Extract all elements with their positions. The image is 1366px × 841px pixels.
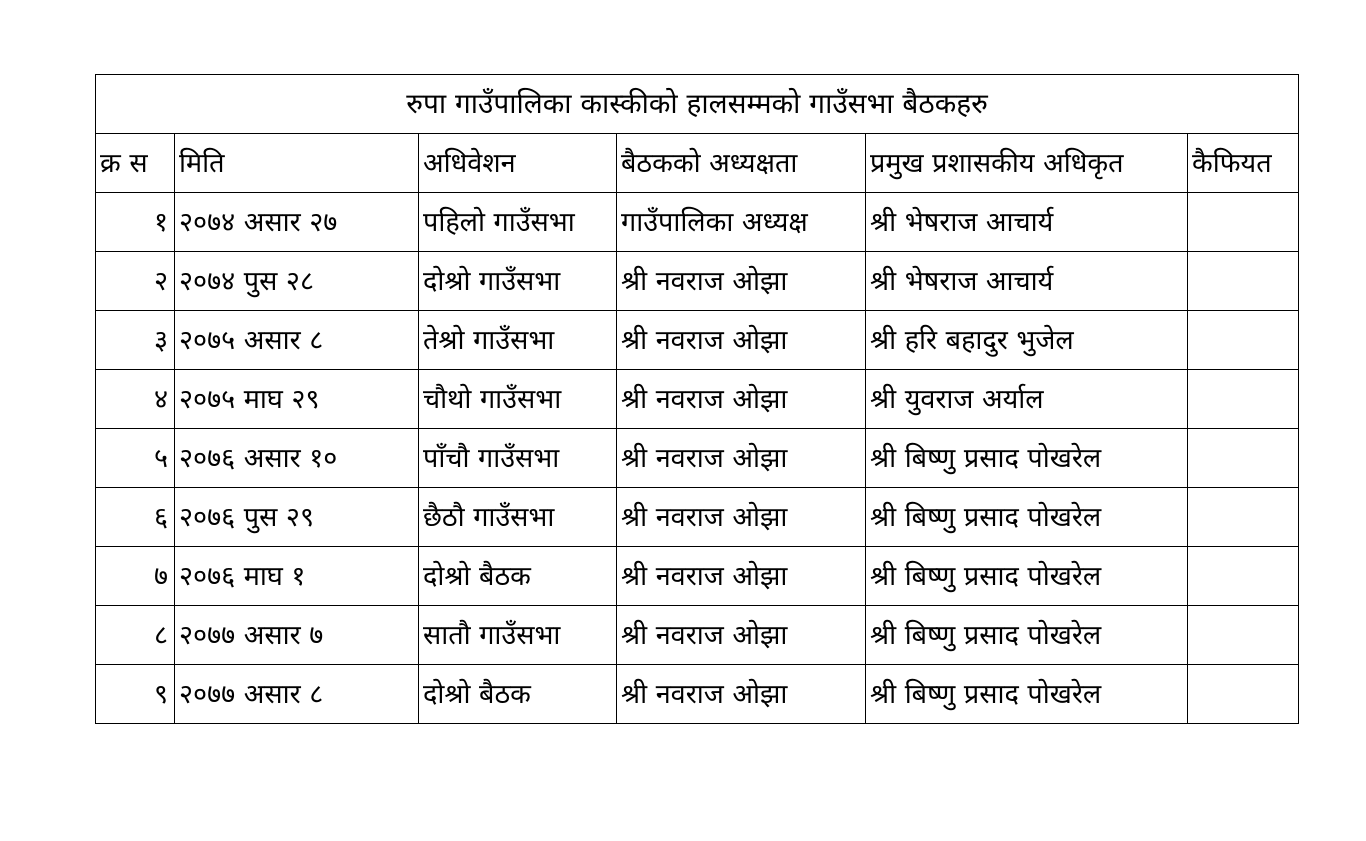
table-row <box>96 429 1299 488</box>
table-row <box>96 193 1299 252</box>
header-session: अधिवेशन <box>419 134 617 193</box>
header-chairperson: बैठकको अध्यक्षता <box>617 134 866 193</box>
cell-remarks <box>1188 488 1299 547</box>
cell-session: तेश्रो गाउँसभा <box>419 311 617 370</box>
cell-serial-number: ७ <box>96 547 175 606</box>
cell-chairperson: श्री नवराज ओझा <box>617 547 866 606</box>
cell-chairperson: श्री नवराज ओझा <box>617 252 866 311</box>
table-row <box>96 311 1299 370</box>
cell-serial-number: ८ <box>96 606 175 665</box>
table-row <box>96 606 1299 665</box>
cell-chairperson: श्री नवराज ओझा <box>617 488 866 547</box>
cell-remarks <box>1188 311 1299 370</box>
cell-remarks <box>1188 252 1299 311</box>
cell-remarks <box>1188 370 1299 429</box>
cell-date: २०७४ पुस २८ <box>175 252 419 311</box>
cell-date: २०७४ असार २७ <box>175 193 419 252</box>
cell-serial-number: ४ <box>96 370 175 429</box>
table-body <box>96 75 1299 724</box>
cell-chairperson: श्री नवराज ओझा <box>617 370 866 429</box>
cell-chairperson: श्री नवराज ओझा <box>617 311 866 370</box>
cell-serial-number: ६ <box>96 488 175 547</box>
title-row <box>96 75 1299 134</box>
cell-chief-administrative-officer: श्री बिष्णु प्रसाद पोखरेल <box>866 665 1188 724</box>
header-date: मिति <box>175 134 419 193</box>
table-title: रुपा गाउँपालिका कास्कीको हालसम्मको गाउँसभा बैठकहरु <box>96 75 1299 134</box>
cell-serial-number: ३ <box>96 311 175 370</box>
header-remarks: कैफियत <box>1188 134 1299 193</box>
cell-chief-administrative-officer: श्री बिष्णु प्रसाद पोखरेल <box>866 547 1188 606</box>
cell-date: २०७७ असार ८ <box>175 665 419 724</box>
table-row <box>96 252 1299 311</box>
cell-remarks <box>1188 665 1299 724</box>
cell-date: २०७६ पुस २९ <box>175 488 419 547</box>
cell-chief-administrative-officer: श्री बिष्णु प्रसाद पोखरेल <box>866 488 1188 547</box>
cell-session: दोश्रो बैठक <box>419 665 617 724</box>
cell-session: दोश्रो गाउँसभा <box>419 252 617 311</box>
cell-serial-number: ९ <box>96 665 175 724</box>
cell-remarks <box>1188 429 1299 488</box>
cell-session: पहिलो गाउँसभा <box>419 193 617 252</box>
cell-remarks <box>1188 606 1299 665</box>
cell-chief-administrative-officer: श्री बिष्णु प्रसाद पोखरेल <box>866 429 1188 488</box>
cell-serial-number: १ <box>96 193 175 252</box>
meetings-table <box>95 74 1299 724</box>
cell-serial-number: ५ <box>96 429 175 488</box>
cell-date: २०७६ माघ १ <box>175 547 419 606</box>
cell-chief-administrative-officer: श्री हरि बहादुर भुजेल <box>866 311 1188 370</box>
cell-date: २०७६ असार १० <box>175 429 419 488</box>
cell-chairperson: श्री नवराज ओझा <box>617 665 866 724</box>
cell-date: २०७५ माघ २९ <box>175 370 419 429</box>
cell-session: चौथो गाउँसभा <box>419 370 617 429</box>
cell-remarks <box>1188 547 1299 606</box>
cell-session: छैठौ गाउँसभा <box>419 488 617 547</box>
table-row <box>96 547 1299 606</box>
cell-chief-administrative-officer: श्री युवराज अर्याल <box>866 370 1188 429</box>
cell-chief-administrative-officer: श्री भेषराज आचार्य <box>866 252 1188 311</box>
table-row <box>96 488 1299 547</box>
cell-chief-administrative-officer: श्री बिष्णु प्रसाद पोखरेल <box>866 606 1188 665</box>
cell-serial-number: २ <box>96 252 175 311</box>
cell-chief-administrative-officer: श्री भेषराज आचार्य <box>866 193 1188 252</box>
header-serial-number: क्र स <box>96 134 175 193</box>
cell-session: सातौ गाउँसभा <box>419 606 617 665</box>
table-row <box>96 370 1299 429</box>
header-row <box>96 134 1299 193</box>
table-row <box>96 665 1299 724</box>
cell-session: पाँचौ गाउँसभा <box>419 429 617 488</box>
header-chief-administrative-officer: प्रमुख प्रशासकीय अधिकृत <box>866 134 1188 193</box>
cell-chairperson: श्री नवराज ओझा <box>617 429 866 488</box>
cell-chairperson: गाउँपालिका अध्यक्ष <box>617 193 866 252</box>
cell-session: दोश्रो बैठक <box>419 547 617 606</box>
cell-date: २०७५ असार ८ <box>175 311 419 370</box>
cell-remarks <box>1188 193 1299 252</box>
cell-chairperson: श्री नवराज ओझा <box>617 606 866 665</box>
cell-date: २०७७ असार ७ <box>175 606 419 665</box>
